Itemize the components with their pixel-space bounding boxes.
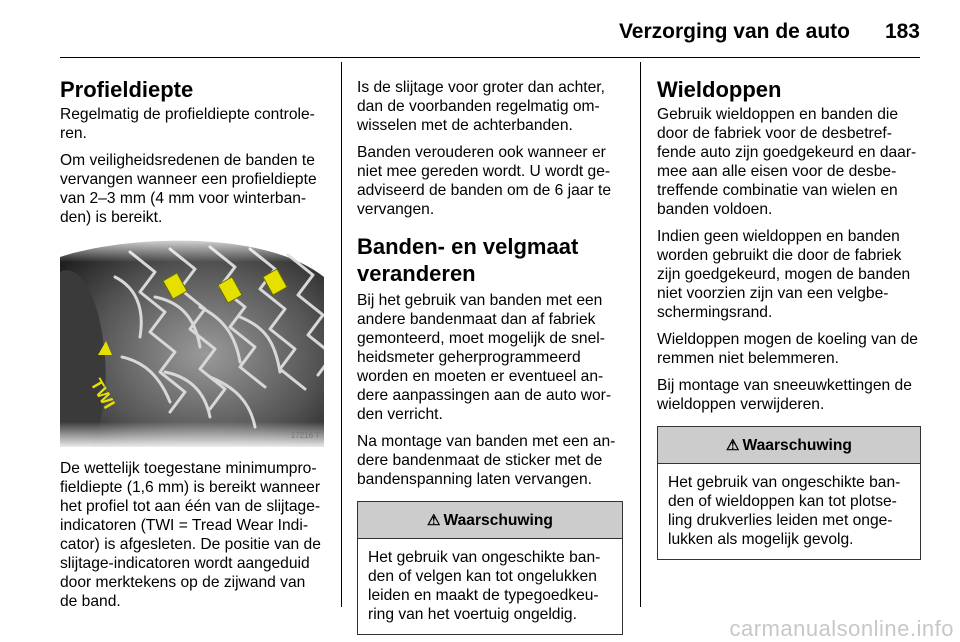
paragraph: De wettelijk toegestane minimumpro-fieldiepte (1,6 mm) is bereikt wanneer het profiel tot aan één van de slijtage-indicatoren (TWI = Tread Wear Indi-cator) is afgesleten. De positie van de slijtage-indicatoren wordt aangeduid door merktekens op de zijwand van de band. <box>60 460 321 610</box>
paragraph: Indien geen wieldoppen en banden worden gebruikt die door de fabriek zijn goedgekeurd, mogen de banden niet voorzien zijn van een velgbe-schermingsrand. <box>657 228 911 321</box>
watermark: carmanualsonline.info <box>729 616 954 641</box>
page-number: 183 <box>884 20 920 43</box>
column-wieldoppen <box>657 78 921 560</box>
paragraph: Bij montage van sneeuwkettingen de wieldoppen verwijderen. <box>657 377 912 413</box>
warning-icon: ⚠ <box>726 436 740 454</box>
warning-text: Het gebruik van ongeschikte ban-den of velgen kan tot ongelukken leiden en maakt de typegoedkeu-ring van het voertuig ongeldig. <box>368 549 601 623</box>
paragraph: Na montage van banden met een an-dere bandenmaat de sticker met de bandenspanning laten vervangen. <box>357 433 616 488</box>
warning-box <box>657 426 921 560</box>
paragraph: Is de slijtage voor groter dan achter, dan de voorbanden regelmatig om-wisselen met de achterbanden. <box>357 79 605 134</box>
warning-box <box>357 501 623 635</box>
section-heading-banden-velgmaat: Banden- en velgmaat veranderen <box>357 234 579 286</box>
section-heading-wieldoppen: Wieldoppen <box>657 77 782 102</box>
header-title: Verzorging van de auto <box>618 20 850 43</box>
paragraph: Bij het gebruik van banden met een andere bandenmaat dan af fabriek gemonteerd, moet mogelijk de snel-heidsmeter geherprogrammeerd worden en moeten er eventueel an-dere aanpassingen aan de auto wor-den verricht. <box>357 292 612 423</box>
warning-text: Het gebruik van ongeschikte ban-den of wieldoppen kan tot plotse-ling drukverlies leiden met onge-lukken als mogelijk gevolg. <box>668 474 901 548</box>
column-divider <box>341 62 342 607</box>
warning-title: Waarschuwing <box>742 436 852 454</box>
column-banden <box>357 78 623 635</box>
page-header <box>0 0 960 60</box>
paragraph: Regelmatig de profieldiepte controle-ren. <box>60 106 315 142</box>
paragraph: Om veiligheidsredenen de banden te vervangen wanneer een profieldiepte van 2–3 mm (4 mm voor winterban-den) is bereikt. <box>60 152 317 226</box>
tire-tread-figure <box>60 237 324 447</box>
warning-header <box>658 427 920 464</box>
column-divider <box>640 62 641 607</box>
figure-code: 17216 T <box>290 431 320 440</box>
paragraph: Banden verouderen ook wanneer er niet mee gereden wordt. U wordt ge-adviseerd de banden om de 6 jaar te vervangen. <box>357 144 612 218</box>
paragraph: Wieldoppen mogen de koeling van de remmen niet belemmeren. <box>657 331 918 367</box>
tire-tread-illustration <box>60 237 324 447</box>
paragraph: Gebruik wieldoppen en banden die door de fabriek voor de desbetref-fende auto zijn goedgekeurd en daar-mee aan alle eisen voor de desbe-treffende combinatie van wielen en banden voldoen. <box>657 106 917 218</box>
warning-icon: ⚠ <box>427 511 441 529</box>
section-heading-profieldiepte: Profieldiepte <box>60 77 194 102</box>
warning-header <box>358 502 622 539</box>
warning-title: Waarschuwing <box>443 511 553 529</box>
column-profieldiepte <box>60 78 326 619</box>
header-rule <box>60 57 920 58</box>
